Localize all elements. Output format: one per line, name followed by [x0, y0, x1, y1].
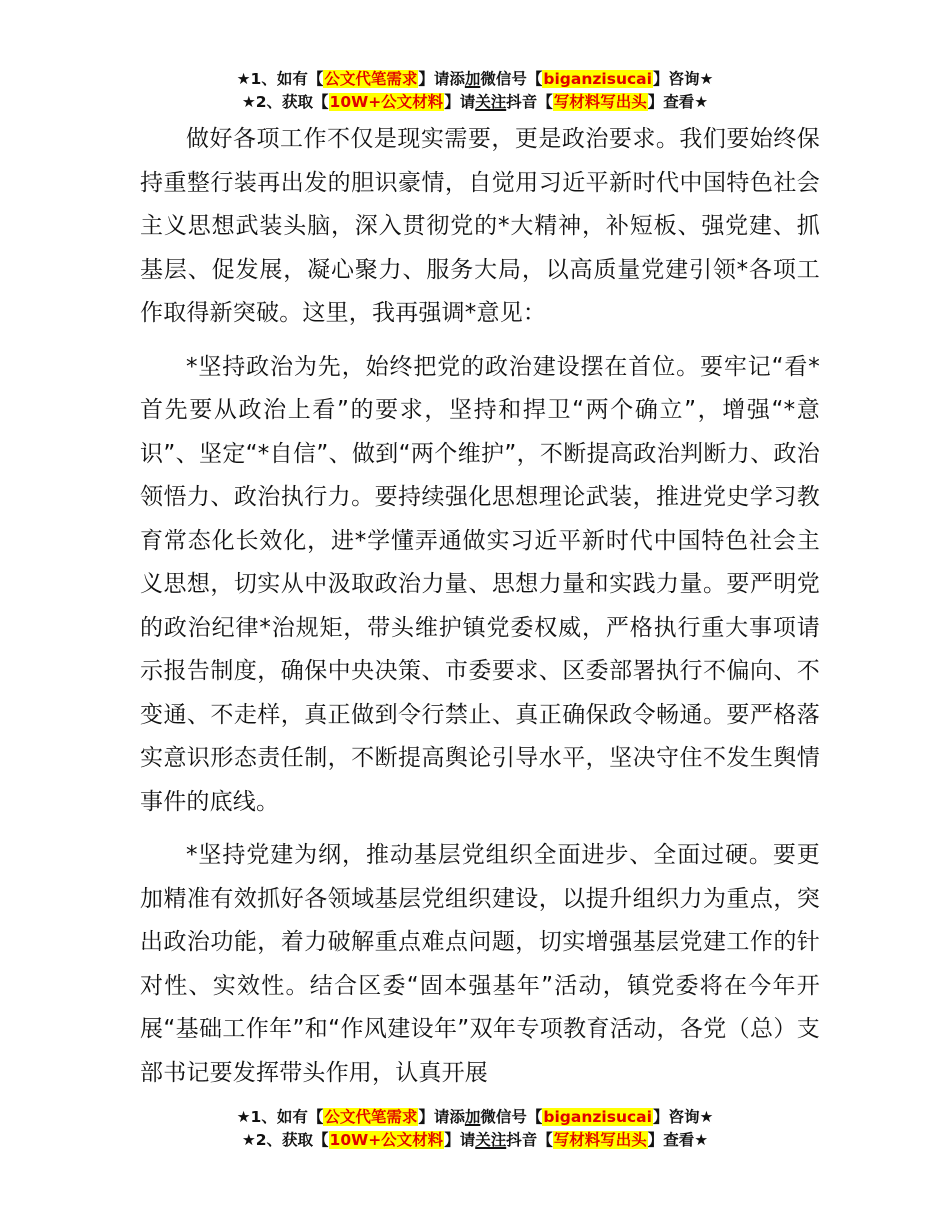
footer-promo-line-2 — [0, 1129, 950, 1151]
body-paragraph-2: *坚持政治为先，始终把党的政治建设摆在首位。要牢记“看*首先要从政治上看”的要求，坚持和捍卫“两个确立”，增强“*意识”、坚定“*自信”、做到“两个维护”，不断提高政治判断力、政治领悟力、政治执行力。要持续强化思想理论武装，推进党史学习教育常态化长效化，进*学懂弄通做实习近平新时代中国特色社会主义思想，切实从中汲取政治力量、思想力量和实践力量。要严明党的政治纪律*治规矩，带头维护镇党委权威，严格执行重大事项请示报告制度，确保中央决策、市委要求、区委部署执行不偏向、不变通、不走样，真正做到令行禁止、真正确保政令畅通。要严格落实意识形态责任制，不断提高舆论引导水平，坚决守住不发生舆情事件的底线。 — [140, 353, 820, 815]
header-promo-2-text-c: 抖音【 — [506, 93, 553, 111]
body-paragraph-1: 做好各项工作不仅是现实需要，更是政治要求。我们要始终保持重整行装再出发的胆识豪情，自觉用习近平新时代中国特色社会主义思想武装头脑，深入贯彻党的*大精神，补短板、强党建、抓基层、促发展，凝心聚力、服务大局，以高质量党建引领*各项工作取得新突破。这里，我再强调*意见： — [140, 126, 820, 326]
header-promo-2-text-d: 】查看★ — [647, 93, 709, 111]
header-promo-line-2 — [0, 91, 950, 113]
footer-promo-1-text-d: 】咨询★ — [652, 1108, 714, 1126]
header-promo-1-highlight-wechat: biganzisucai — [543, 70, 652, 88]
document-body — [140, 118, 820, 1105]
footer-promo-line-1 — [0, 1106, 950, 1128]
footer-promo-2-text-a: ★2、获取【 — [241, 1131, 329, 1149]
header-promo-1-text-b: 】请添 — [418, 70, 465, 88]
header-promo-1-text-a: ★1、如有【 — [236, 70, 324, 88]
footer-promo-1-highlight-service: 公文代笔需求 — [324, 1108, 418, 1126]
body-paragraph-3: *坚持党建为纲，推动基层党组织全面进步、全面过硬。要更加精准有效抓好各领域基层党组织建设，以提升组织力为重点，突出政治功能，着力破解重点难点问题，切实增强基层党建工作的针对性、实效性。结合区委“固本强基年”活动，镇党委将在今年开展“基础工作年”和“作风建设年”双年专项教育活动，各党（总）支部书记要发挥带头作用，认真开展 — [140, 842, 820, 1086]
footer-promo-2-underlined: 关注 — [475, 1131, 507, 1149]
header-promo-line-1 — [0, 68, 950, 90]
header-promo-1-text-c: 微信号【 — [480, 70, 543, 88]
header-promo-2-highlight-materials: 10W+公文材料 — [329, 93, 444, 111]
header-promo-1-text-d: 】咨询★ — [652, 70, 714, 88]
footer-promo-2-highlight-douyin: 写材料写出头 — [553, 1131, 647, 1149]
footer-promo-1-text-a: ★1、如有【 — [236, 1108, 324, 1126]
header-promo-1-underlined: 加 — [464, 70, 481, 88]
footer-promo-2-highlight-materials: 10W+公文材料 — [329, 1131, 444, 1149]
footer-promo-2-text-b: 】请 — [444, 1131, 476, 1149]
header-promo-1-highlight-service: 公文代笔需求 — [324, 70, 418, 88]
footer-promo-1-text-b: 】请添 — [418, 1108, 465, 1126]
header-promo-2-text-b: 】请 — [444, 93, 476, 111]
header-promo-2-underlined: 关注 — [475, 93, 507, 111]
footer-promo-2-text-d: 】查看★ — [647, 1131, 709, 1149]
footer-promo-1-text-c: 微信号【 — [480, 1108, 543, 1126]
header-promo-2-highlight-douyin: 写材料写出头 — [553, 93, 647, 111]
footer-promo-1-highlight-wechat: biganzisucai — [543, 1108, 652, 1126]
header-promo-2-text-a: ★2、获取【 — [241, 93, 329, 111]
footer-promo-2-text-c: 抖音【 — [506, 1131, 553, 1149]
footer-promo-1-underlined: 加 — [464, 1108, 481, 1126]
